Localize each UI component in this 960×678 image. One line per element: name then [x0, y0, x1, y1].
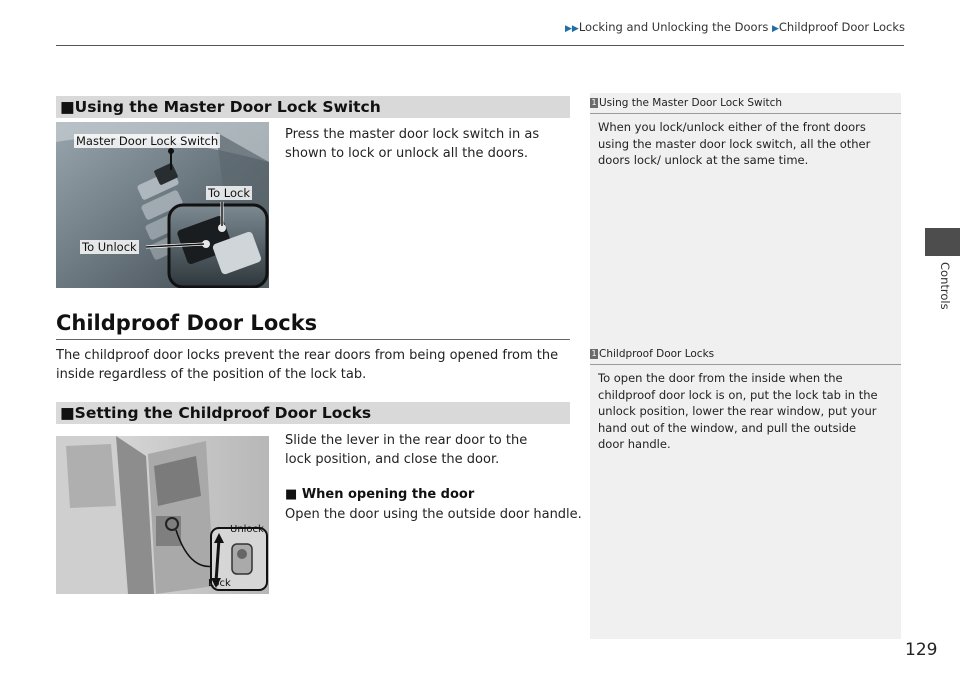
section-title: ■Using the Master Door Lock Switch [60, 98, 381, 116]
page-number: 129 [905, 640, 938, 660]
note-rule [590, 113, 901, 114]
note-childproof [590, 348, 901, 453]
callout-lock: Lock [208, 578, 231, 589]
breadcrumb-page: Childproof Door Locks [778, 20, 905, 34]
callout-to-unlock: To Unlock [82, 240, 137, 254]
section-square-icon: ■ [60, 98, 75, 116]
note-title: Childproof Door Locks [599, 348, 715, 360]
note-heading [590, 348, 901, 360]
section-title: ■Setting the Childproof Door Locks [60, 404, 372, 422]
note-badge: 1 [591, 349, 597, 358]
chapter-label: Controls [938, 262, 952, 310]
callout-to-lock: To Lock [208, 186, 250, 200]
note-text: To open the door from the inside when the childproof door lock is on, put the lock tab in the unlock position, lower the rear window, put your hand out of the window, and pull the outside door handle. [598, 371, 878, 451]
note-badge: 1 [591, 98, 597, 107]
breadcrumb-section[interactable]: Locking and Unlocking the Doors [578, 20, 769, 34]
header-rule [56, 45, 904, 46]
intro-text: The childproof door locks prevent the rear doors from being opened from the inside regardless of the position of the lock tab. [56, 348, 559, 382]
heading-rule [56, 339, 570, 340]
subheading-square-icon: ■ [285, 487, 302, 502]
note-rule [590, 364, 901, 365]
note-text: When you lock/unlock either of the front doors using the master door lock switch, all the other doors lock/ unlock at the same time. [598, 120, 871, 167]
breadcrumb-arrow-icon: ▶ [771, 24, 779, 34]
childproof-figure [56, 436, 269, 594]
note-master-switch [590, 97, 901, 169]
breadcrumb [560, 20, 905, 34]
section2-body: Slide the lever in the rear door to the lock position, and close the door. [285, 433, 528, 467]
callout-master-switch: Master Door Lock Switch [76, 134, 219, 148]
callout-unlock: Unlock [230, 524, 264, 535]
section1-body: Press the master door lock switch in as shown to lock or unlock all the doors. [285, 127, 540, 161]
rear-door-illustration [56, 436, 269, 594]
note-heading [590, 97, 901, 109]
section-bar-master-switch [56, 96, 570, 118]
chapter-tab [925, 228, 960, 256]
breadcrumb-arrow-icon: ▶▶ [564, 24, 579, 34]
section-square-icon: ■ [60, 404, 75, 422]
section-bar-childproof [56, 402, 570, 424]
master-switch-figure [56, 122, 269, 288]
subheading: ■ When opening the door [285, 487, 475, 502]
page-heading: Childproof Door Locks [56, 311, 318, 335]
subheading-body: Open the door using the outside door handle. [285, 507, 582, 522]
note-title: Using the Master Door Lock Switch [599, 97, 783, 109]
